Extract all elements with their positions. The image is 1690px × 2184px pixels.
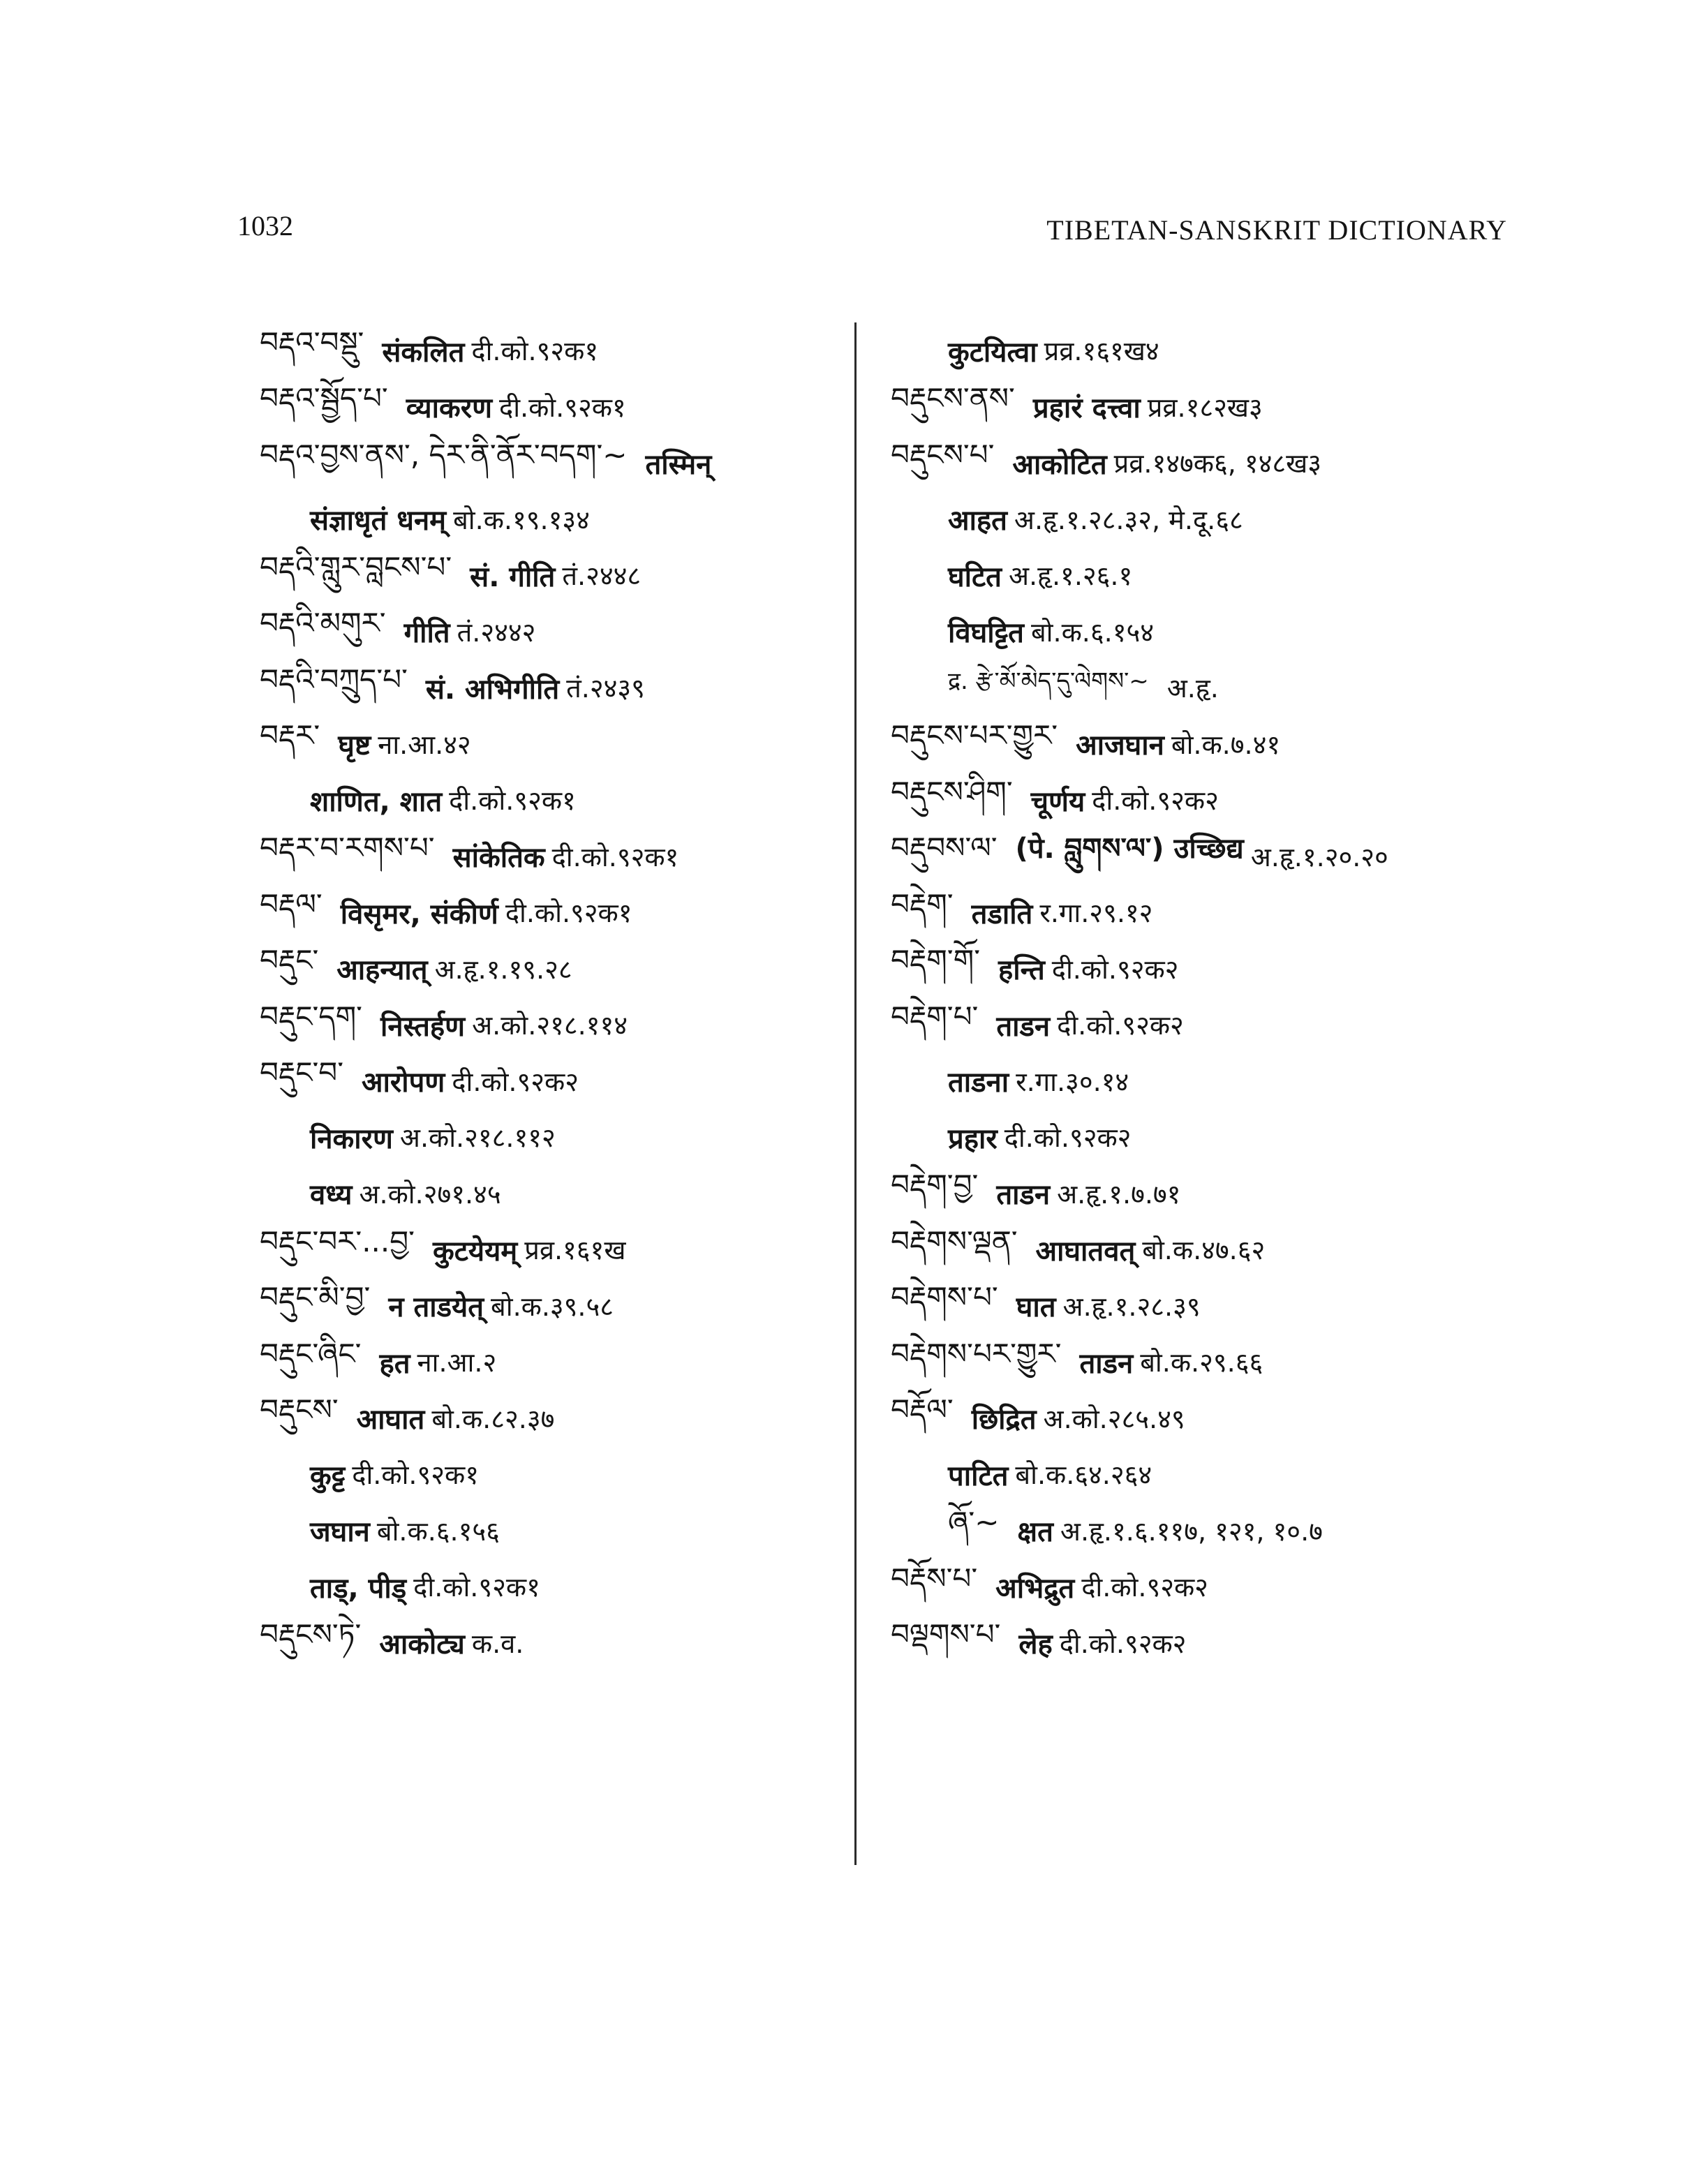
sanskrit-equivalent: विघट्टित [948,617,1024,650]
sanskrit-equivalent: आजघान [1076,729,1164,762]
source-reference: दी.को.९२क२ [1004,1122,1132,1154]
tibetan-headword: བརྡུངས་པ་ [891,437,995,472]
tibetan-headword: བརྡེག་པ་ [891,999,979,1034]
sanskrit-equivalent: कुटयित्वा [948,336,1037,369]
sanskrit-equivalent: व्याकरण [406,392,493,425]
source-reference: र.गा.३०.१४ [1016,1066,1129,1097]
sanskrit-equivalent: संज्ञाधृतं धनम् [310,505,447,537]
source-reference: बो.क.६.१५४ [1030,616,1154,648]
sanskrit-equivalent: विसृमर, संकीर्ण [340,898,498,930]
source-reference: अ.को.२७१.४५ [359,1178,501,1210]
sanskrit-equivalent: आहत [948,505,1007,537]
dictionary-entry [260,716,846,773]
entry-subsense [260,1446,846,1503]
entry-subsense [891,1503,1505,1559]
tibetan-headword: བརྡའ་བསྡུ་ [260,325,364,359]
column-divider [854,322,857,1865]
sanskrit-equivalent: छिद्रित [971,1404,1037,1436]
tibetan-headword: བརྡུངས་ནས་ [891,381,1015,416]
entry-subsense [891,1053,1505,1110]
sanskrit-equivalent: घात [1016,1291,1056,1324]
source-reference: दी.को.९२क२ [1092,785,1219,817]
source-reference: ना.आ.४२ [378,729,471,760]
tibetan-headword: བརྡུབས་ལ་ [891,831,998,866]
sanskrit-equivalent: संकलित [382,336,465,369]
dictionary-entry [260,660,846,716]
sanskrit-equivalent: ताडन [996,1179,1051,1212]
tibetan-headword: བརྡུངས་ཏེ་ [260,1617,362,1652]
source-reference: दी.को.९२क१ [352,1459,479,1491]
source-reference: दी.को.९२क१ [413,1572,540,1603]
source-reference: दी.को.९२क१ [551,841,679,872]
tibetan-headword: བརྡེགས་ལྡན་ [891,1224,1018,1258]
source-reference: दी.को.९२क२ [1081,1572,1208,1603]
source-reference: अ.हृ.१.६.११७, १२१, १०.७ [1060,1515,1323,1547]
right-column [891,322,1505,1671]
tibetan-headword: བརྡའ་བྱས་ནས་, དེར་ནི་ནོར་བདག་~ [260,437,628,472]
sanskrit-equivalent: (पे. བླུགས་ལ་) उच्छिद्य [1015,833,1244,866]
source-reference: तं.२४४८ [562,560,642,592]
sanskrit-equivalent: आरोपण [362,1067,445,1099]
source-reference: प्रव्र.१६१ख [524,1235,626,1266]
tibetan-headword: བརྡུང་ [260,943,319,978]
source-reference: तं.२४३९ [566,673,645,704]
tibetan-headword: བརྡལ་ [260,886,323,921]
page-number: 1032 [237,210,293,242]
dictionary-entry [891,941,1505,997]
entry-subsense [891,491,1505,548]
entry-subsense [891,1109,1505,1166]
sanskrit-equivalent: घटित [948,560,1002,593]
sanskrit-equivalent: जघान [310,1516,370,1549]
source-reference: तं.२४४२ [457,616,536,648]
sanskrit-equivalent: तस्मिन् [645,448,712,481]
entry-subsense [891,604,1505,660]
source-reference: प्रव्र.१४७क६, १४८ख३ [1113,448,1322,480]
tibetan-headword: བརྡོས་པ་ [891,1561,978,1596]
tibetan-headword: བརྡེག་ [891,886,954,921]
tibetan-headword: བརྡའ་སྦྱོད་པ་ [260,381,388,416]
tibetan-headword: བརྡེག་བྱ་ [891,1168,979,1203]
sanskrit-equivalent: ताडन [996,1010,1051,1043]
left-column [260,322,846,1671]
source-reference: अ.को.२१८.११२ [399,1122,556,1154]
sanskrit-equivalent: हत [379,1347,410,1380]
source-reference: बो.क.४७.६२ [1142,1235,1266,1266]
source-reference: दी.को.९२क२ [1057,1010,1184,1041]
tibetan-headword: བརྡུངས་པར་གྱུར་ [891,718,1058,753]
sanskrit-equivalent: ताडना [948,1067,1009,1099]
source-reference: दी.को.९२क१ [471,336,599,367]
source-reference: दी.को.९२क२ [452,1066,579,1097]
tibetan-headword: བརྡུངས་ཤིག་ [891,774,1013,809]
tibetan-headword: བརྡར་བ་རགས་པ་ [260,831,435,866]
sanskrit-equivalent: सं. अभिगीति [425,673,560,706]
sanskrit-equivalent: अभिद्रुत [995,1572,1075,1605]
sanskrit-equivalent: कुटयेयम् [433,1235,518,1268]
sanskrit-equivalent: तडाति [971,898,1033,930]
sanskrit-equivalent: हन्ति [998,954,1045,987]
dictionary-entry [891,997,1505,1053]
sanskrit-equivalent: सांकेतिक [452,842,545,875]
dictionary-entry [891,435,1505,491]
sanskrit-equivalent: प्रहारं दत्त्वा [1032,392,1141,425]
sanskrit-equivalent: ताड्, पीड् [310,1572,407,1605]
source-reference: ना.आ.२ [417,1347,497,1379]
source-reference: बो.क.६.१५६ [376,1515,500,1547]
dictionary-entry [260,435,846,491]
dictionary-entry [260,829,846,885]
source-reference: अ.हृ.१.७.७१ [1057,1178,1181,1210]
sanskrit-equivalent: क्षत [1017,1516,1053,1549]
sanskrit-equivalent: गीति [403,617,450,650]
sanskrit-equivalent: आकोट्य [379,1628,465,1661]
sanskrit-equivalent: कुट्ट [310,1459,346,1492]
source-reference: प्रव्र.१६१ख४ [1044,336,1159,367]
tibetan-headword: བརྡུང་བར་...བྱ་ [260,1224,415,1258]
sanskrit-equivalent: आघातवत् [1035,1235,1136,1268]
source-reference: अ.को.२१८.११४ [472,1010,628,1041]
tibetan-headword: བརྡུང་དག་ [260,999,363,1034]
sanskrit-equivalent: न ताडयेत् [388,1291,484,1324]
sanskrit-equivalent: वध्य [310,1179,353,1212]
source-reference: दी.को.९२क१ [449,785,576,817]
sanskrit-equivalent: निकारण [310,1122,393,1155]
source-reference: दी.को.९२क१ [505,898,632,929]
source-reference: बो.क.१९.१३४ [453,504,590,535]
entry-subsense [260,1503,846,1559]
tibetan-headword: བརྡུང་མི་བྱ་ [260,1280,371,1315]
tibetan-headword: བརྡར་ [260,718,320,753]
sanskrit-equivalent: शाणित, शात [310,785,443,818]
entry-subsense [891,547,1505,604]
source-reference: बो.क.७.४१ [1171,729,1281,760]
tibetan-headword: བརྡའི་མགུར་ [260,606,386,641]
tibetan-headword: བརྡུང་བ་ [260,1055,344,1090]
source-reference: दी.को.९२क२ [1059,1628,1187,1659]
source-reference: अ.हृ.१.१९.२८ [434,953,572,985]
tibetan-headword: द्र. རྩེ་མོ་མེད་དུ་ལེགས་~ [948,667,1149,696]
tibetan-headword: བརྡའི་བཀྲུད་པ་ [260,662,408,697]
sanskrit-equivalent: सं. गीति [470,560,556,593]
source-reference: अ.को.२८५.४९ [1043,1403,1185,1434]
source-reference: र.गा.२९.१२ [1039,898,1153,929]
source-reference: अ.हृ.१.२८.३२, मे.दू.६८ [1014,504,1243,535]
source-reference: अ.हृ.१.२०.२० [1250,841,1388,872]
dictionary-entry [891,1334,1505,1390]
source-reference: क.व. [471,1628,524,1659]
source-reference: बो.क.२९.६६ [1140,1347,1263,1379]
source-reference: बो.क.३९.५८ [491,1291,614,1322]
dictionary-entry [260,997,846,1053]
running-head: TIBETAN-SANSKRIT DICTIONARY [1046,214,1507,246]
sanskrit-equivalent: निस्तर्हण [380,1010,466,1043]
sanskrit-equivalent: प्रहार [948,1122,998,1155]
tibetan-headword: ཞོ་~ [948,1505,1000,1540]
tibetan-headword: བལྡགས་པ་ [891,1617,1001,1652]
source-reference: प्रव्र.१८२ख३ [1147,392,1263,423]
dictionary-entry [260,1334,846,1390]
dictionary-entry [891,1615,1505,1672]
sanskrit-equivalent: आघात [356,1404,425,1436]
source-reference: अ.हृ. [1166,673,1219,704]
sanskrit-equivalent: चूर्णय [1030,785,1085,818]
source-reference: अ.हृ.१.२६.१ [1008,560,1133,592]
tibetan-headword: བརྡེགས་པར་གྱུར་ [891,1336,1062,1371]
tibetan-headword: བརྡེག་གོ་ [891,943,981,978]
tibetan-headword: བརྡོལ་ [891,1392,954,1427]
tibetan-headword: བརྡུངས་ [260,1392,339,1427]
sanskrit-equivalent: ताडन [1079,1347,1134,1380]
dictionary-entry [891,1390,1505,1447]
dictionary-entry [260,884,846,941]
entry-subsense [260,1109,846,1166]
source-reference: बो.क.८२.३७ [431,1403,555,1434]
sanskrit-equivalent: घृष्ट [338,729,371,762]
dictionary-entry [891,829,1505,885]
sanskrit-equivalent: आहन्यात् [336,954,428,987]
sanskrit-equivalent: आकोटित [1012,448,1107,481]
tibetan-headword: བརྡུང་ཞིང་ [260,1336,362,1371]
tibetan-headword: བརྡའི་གླུར་བླངས་པ་ [260,549,452,584]
sanskrit-equivalent: पाटित [948,1459,1009,1492]
source-reference: दी.को.९२क१ [499,392,626,423]
dictionary-entry [260,1615,846,1672]
tibetan-headword: བརྡེགས་པ་ [891,1280,998,1315]
sanskrit-equivalent: लेह [1018,1628,1053,1661]
source-reference: बो.क.६४.२६४ [1015,1459,1152,1491]
source-reference: अ.हृ.१.२८.३९ [1062,1291,1201,1322]
source-reference: दी.को.९२क२ [1051,953,1179,985]
